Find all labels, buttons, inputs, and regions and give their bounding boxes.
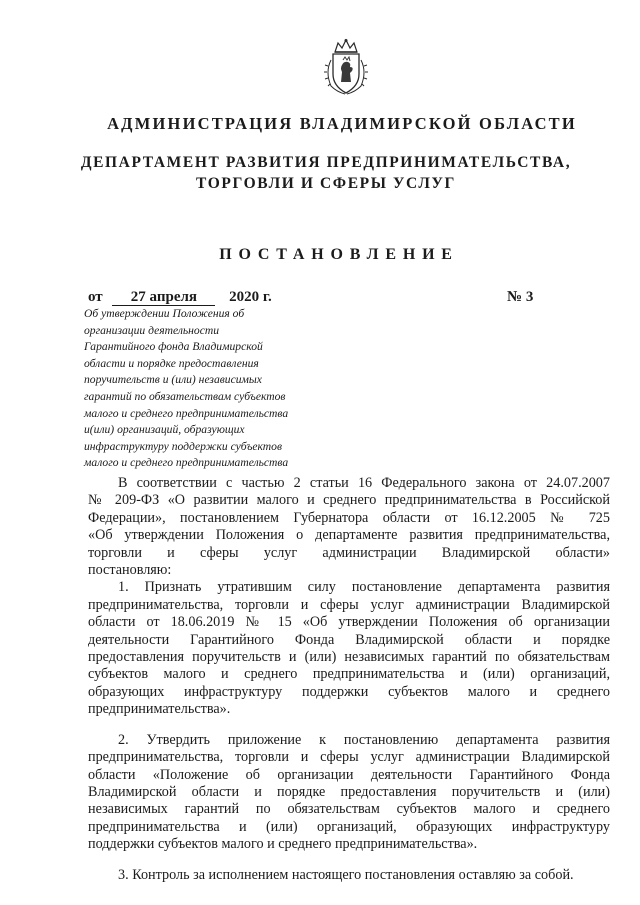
document-type-heading: ПОСТАНОВЛЕНИЕ bbox=[219, 246, 459, 263]
subject-line: гарантий по обязательствам субъектов bbox=[84, 389, 286, 403]
administration-title: АДМИНИСТРАЦИЯ ВЛАДИМИРСКОЙ ОБЛАСТИ bbox=[107, 114, 577, 133]
date-value: 27 апреля bbox=[112, 289, 215, 306]
body-line: деятельности Гарантийного Фонда Владимирской области и порядке bbox=[88, 631, 610, 648]
body-line: предпринимательства, торговли и сферы услуг администрации Владимирской bbox=[88, 596, 610, 613]
body-line: образующих инфраструктуру поддержки субъектов малого и среднего bbox=[88, 683, 610, 700]
subject-line: малого и среднего предпринимательства bbox=[84, 456, 289, 470]
date-prefix: от bbox=[88, 289, 103, 305]
subject-line: организации деятельности bbox=[84, 323, 220, 337]
body-line: предпринимательства и (или) организаций, образующих инфраструктуру bbox=[88, 818, 610, 835]
item-3-paragraph bbox=[88, 867, 610, 884]
subject-line: области и порядке предоставления bbox=[84, 356, 259, 370]
subject-line: поручительств и (или) независимых bbox=[84, 373, 262, 387]
document-subject bbox=[84, 306, 324, 472]
body-line: субъектов малого и среднего предпринимательства и (или) организаций, bbox=[88, 666, 610, 683]
body-line: 2. Утвердить приложение к постановлению департамента развития bbox=[118, 731, 610, 748]
body-line: постановляю: bbox=[88, 562, 172, 579]
body-line: независимых гарантий по обязательствам субъектов малого и среднего bbox=[88, 801, 610, 818]
body-line: предпринимательства, торговли и сферы услуг администрации Владимирской bbox=[88, 749, 610, 766]
department-title-line2: ТОРГОВЛИ И СФЕРЫ УСЛУГ bbox=[196, 175, 456, 192]
body-line: № 209-ФЗ «О развитии малого и среднего предпринимательства в Российской bbox=[88, 492, 610, 509]
body-line: 1. Признать утратившим силу постановление департамента развития bbox=[118, 579, 610, 596]
document-number: № 3 bbox=[507, 289, 534, 305]
body-line: предоставления поручительств и (или) независимых гарантий по обязательствам bbox=[88, 649, 610, 666]
coat-of-arms-icon bbox=[321, 38, 371, 96]
subject-line: и(или) организаций, образующих bbox=[84, 423, 245, 437]
body-line: предпринимательства». bbox=[88, 701, 231, 718]
subject-line: инфраструктуру поддержки субъектов bbox=[84, 439, 282, 453]
date-year: 2020 г. bbox=[229, 289, 272, 305]
body-line: торговли и сферы услуг администрации Владимирской области» bbox=[88, 544, 610, 561]
document-date bbox=[88, 289, 272, 306]
item-1-paragraph bbox=[88, 579, 610, 718]
item-2-paragraph bbox=[88, 732, 610, 854]
body-line: «Об утверждении Положения о департаменте развития предпринимательства, bbox=[88, 527, 610, 544]
body-line: области «Положение об организации деятельности Гарантийного Фонда bbox=[88, 766, 610, 783]
body-line: области от 18.06.2019 № 15 «Об утверждении Положения об организации bbox=[88, 614, 610, 631]
body-line: поддержки субъектов малого и среднего предпринимательства». bbox=[88, 836, 478, 853]
department-title bbox=[0, 152, 640, 194]
subject-line: малого и среднего предпринимательства bbox=[84, 406, 289, 420]
department-title-line1: ДЕПАРТАМЕНТ РАЗВИТИЯ ПРЕДПРИНИМАТЕЛЬСТВА, bbox=[80, 154, 572, 171]
body-line: Владимирской области и порядке предоставления поручительств и (или) bbox=[88, 783, 610, 800]
preamble-paragraph bbox=[88, 475, 610, 579]
document-body bbox=[88, 475, 610, 884]
body-line: Федерации», постановлением Губернатора области от 16.12.2005 № 725 bbox=[88, 509, 610, 526]
body-line: В соответствии с частью 2 статьи 16 Федерального закона от 24.07.2007 bbox=[118, 475, 610, 491]
subject-line: Об утверждении Положения об bbox=[84, 307, 245, 320]
body-line: 3. Контроль за исполнением настоящего постановления оставляю за собой. bbox=[118, 866, 574, 883]
subject-line: Гарантийного фонда Владимирской bbox=[84, 340, 263, 354]
